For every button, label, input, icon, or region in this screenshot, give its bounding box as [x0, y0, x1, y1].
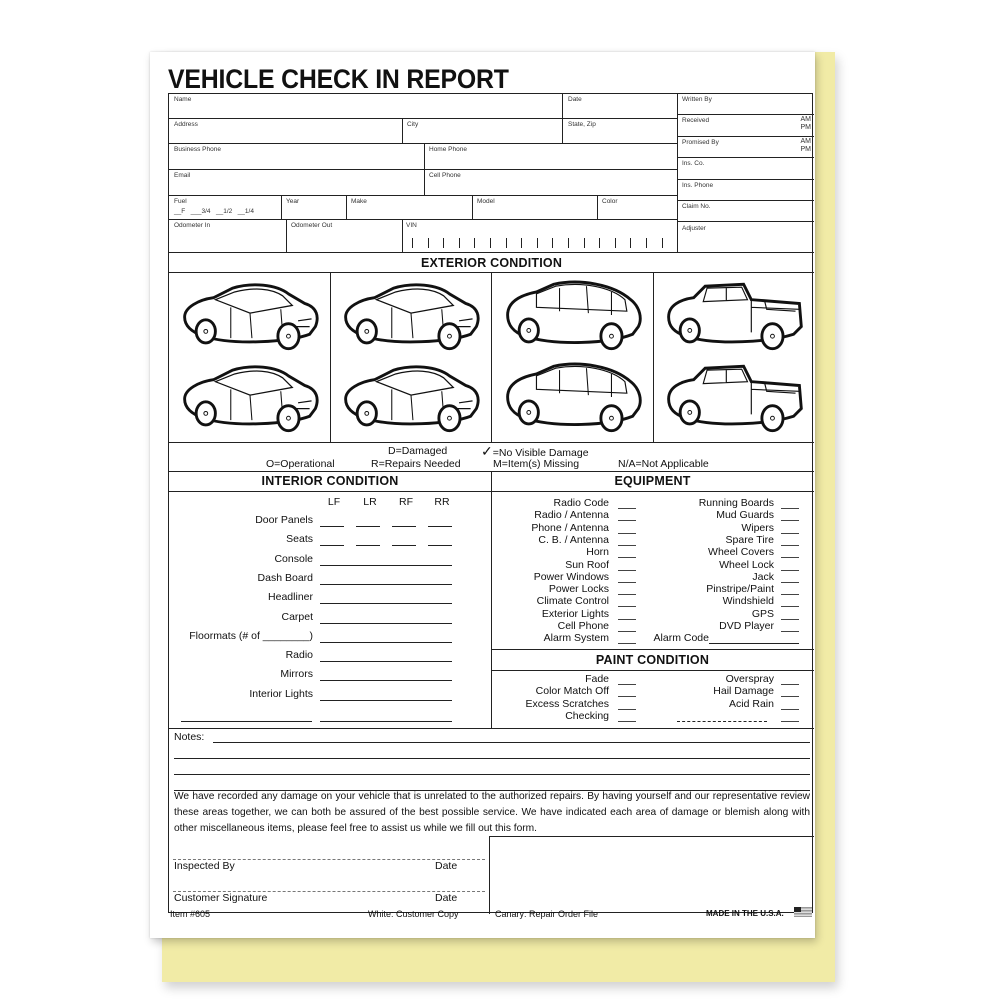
- interior-blank-lr[interactable]: [356, 526, 380, 527]
- car-outline-icon: [175, 359, 325, 437]
- vin-tick: [443, 238, 444, 248]
- ins-phone-label: Ins. Phone: [682, 182, 714, 189]
- equipment-item-label: Horn: [586, 546, 609, 559]
- color-field[interactable]: [599, 204, 675, 218]
- paint-item-label: Hail Damage: [713, 685, 774, 698]
- address-label: Address: [174, 121, 198, 128]
- canary-copy-note: Canary: Repair Order File: [495, 909, 599, 919]
- date-label: Date: [568, 96, 582, 103]
- equipment-item-blank[interactable]: [781, 631, 799, 632]
- paint-heading: PAINT CONDITION: [595, 653, 710, 667]
- interior-row-label: Carpet: [281, 610, 313, 623]
- date-field[interactable]: [565, 103, 675, 117]
- equipment-item-label: Phone / Antenna: [531, 521, 609, 534]
- state-zip-label: State, Zip: [568, 121, 596, 128]
- paint-item-blank[interactable]: [618, 696, 636, 697]
- email-field[interactable]: [171, 179, 422, 194]
- made-in-usa: MADE IN THE U.S.A.: [706, 909, 784, 918]
- paint-item-blank[interactable]: [618, 684, 636, 685]
- equipment-item-blank[interactable]: [618, 533, 636, 534]
- interior-extra-blank[interactable]: [320, 721, 452, 722]
- received-ampm[interactable]: AM PM: [800, 116, 811, 131]
- stamp-box[interactable]: [491, 838, 812, 912]
- paint-custom-label-line[interactable]: [677, 721, 767, 722]
- equipment-item-blank[interactable]: [781, 508, 799, 509]
- vin-tick: [568, 238, 569, 248]
- fuel-f[interactable]: __F: [174, 208, 186, 215]
- fuel-options[interactable]: [174, 208, 254, 215]
- equipment-item-label: Radio / Antenna: [534, 509, 609, 522]
- white-copy-note: White: Customer Copy: [368, 909, 459, 919]
- claim-no-label: Claim No.: [682, 203, 711, 210]
- exterior-heading: EXTERIOR CONDITION: [420, 256, 563, 270]
- interior-blank[interactable]: [320, 584, 452, 585]
- written-by-label: Written By: [682, 96, 712, 103]
- vin-tick: [584, 238, 585, 248]
- interior-row-label: Radio: [285, 649, 313, 662]
- equipment-item-blank[interactable]: [618, 570, 636, 571]
- us-flag-icon: [794, 907, 812, 917]
- equipment-item-blank[interactable]: [618, 619, 636, 620]
- vin-tick: [662, 238, 663, 248]
- equipment-item-blank[interactable]: [618, 643, 636, 644]
- vin-tick: [615, 238, 616, 248]
- paint-item-blank[interactable]: [618, 709, 636, 710]
- equipment-item-label: Spare Tire: [725, 533, 774, 546]
- interior-blank-lf[interactable]: [320, 526, 344, 527]
- received-label: Received: [682, 117, 710, 124]
- interior-blank[interactable]: [320, 680, 452, 681]
- legend-repairs: R=Repairs Needed: [371, 458, 461, 470]
- notes-line-3[interactable]: [174, 774, 810, 775]
- vehicle-diagram-pickup-front[interactable]: [659, 359, 809, 437]
- equipment-item-label: Mud Guards: [716, 509, 774, 522]
- paint-item-blank[interactable]: [781, 696, 799, 697]
- paint-item-label: Checking: [565, 709, 609, 722]
- vehicle-diagram-pickup-rear[interactable]: [659, 277, 809, 355]
- equipment-item-label: Jack: [752, 570, 774, 583]
- interior-blank-rf[interactable]: [392, 545, 416, 546]
- interior-row-label: Interior Lights: [249, 687, 313, 700]
- interior-row-label: Floormats (# of ________): [189, 629, 313, 642]
- interior-row-label: Headliner: [268, 591, 313, 604]
- paint-item-label: Overspray: [725, 673, 774, 685]
- car-outline-icon: [498, 277, 648, 355]
- equipment-item-label: Alarm System: [543, 632, 609, 645]
- check-in-form: [168, 93, 813, 913]
- paint-item-blank[interactable]: [781, 684, 799, 685]
- vehicle-diagram-sedan-rear[interactable]: [336, 277, 486, 355]
- vin-tick: [552, 238, 553, 248]
- interior-blank[interactable]: [320, 623, 452, 624]
- inspected-by-label: Inspected By: [174, 860, 235, 872]
- interior-blank-rr[interactable]: [428, 545, 452, 546]
- car-outline-icon: [659, 277, 809, 355]
- item-number: Item #605: [170, 909, 211, 919]
- paint-item-blank[interactable]: [618, 721, 636, 722]
- vehicle-diagram-sedan-front[interactable]: [336, 359, 486, 437]
- interior-col-rr: RR: [434, 496, 450, 508]
- car-outline-icon: [336, 359, 486, 437]
- fuel-half[interactable]: __1/2: [215, 208, 233, 215]
- notes-label: Notes:: [174, 731, 205, 743]
- vin-tick: [474, 238, 475, 248]
- equipment-item-blank[interactable]: [781, 594, 799, 595]
- vin-tick: [490, 238, 491, 248]
- notes-line-1[interactable]: [213, 742, 810, 743]
- equipment-item-label: C. B. / Antenna: [538, 533, 609, 546]
- equipment-item-blank[interactable]: [618, 631, 636, 632]
- equipment-item-label: Radio Code: [553, 497, 609, 509]
- odometer-in-field[interactable]: [171, 229, 284, 250]
- cell-phone-label: Cell Phone: [429, 172, 461, 179]
- interior-blank[interactable]: [320, 603, 452, 604]
- paint-item-label: Excess Scratches: [525, 697, 609, 710]
- form-title: VEHICLE CHECK IN REPORT: [168, 64, 509, 94]
- interior-blank-lf[interactable]: [320, 545, 344, 546]
- interior-blank-rr[interactable]: [428, 526, 452, 527]
- vehicle-diagram-coupe-rear[interactable]: [175, 277, 325, 355]
- adjuster-label: Adjuster: [682, 225, 706, 232]
- equipment-item-label: Cell Phone: [557, 620, 609, 632]
- car-outline-icon: [498, 359, 648, 437]
- business-phone-field[interactable]: [171, 153, 422, 168]
- equipment-item-label: Wipers: [741, 521, 774, 534]
- alarm-code-label: Alarm Code: [653, 632, 709, 645]
- written-by-field[interactable]: [679, 103, 812, 113]
- equipment-item-blank[interactable]: [618, 508, 636, 509]
- model-label: Model: [477, 198, 495, 205]
- inspected-date-label: Date: [435, 860, 458, 872]
- home-phone-label: Home Phone: [429, 146, 467, 153]
- city-field[interactable]: [404, 128, 560, 142]
- alarm-code-blank[interactable]: [709, 643, 799, 644]
- vin-tick: [412, 238, 413, 248]
- equipment-item-blank[interactable]: [781, 520, 799, 521]
- equipment-item-label: Climate Control: [536, 595, 609, 608]
- interior-col-lf: LF: [327, 496, 341, 508]
- fuel-three-quarter[interactable]: ___3/4: [190, 208, 211, 215]
- equipment-item-label: DVD Player: [719, 620, 774, 632]
- vin-tick: [630, 238, 631, 248]
- equipment-item-blank[interactable]: [781, 533, 799, 534]
- claim-no-field[interactable]: [679, 209, 812, 220]
- vin-tick: [537, 238, 538, 248]
- state-zip-field[interactable]: [565, 128, 675, 142]
- equipment-item-label: Pinstripe/Paint: [706, 583, 774, 596]
- name-label: Name: [174, 96, 192, 103]
- email-label: Email: [174, 172, 191, 179]
- equipment-item-label: GPS: [751, 607, 774, 620]
- paint-custom-blank[interactable]: [781, 721, 799, 722]
- equipment-item-blank[interactable]: [618, 594, 636, 595]
- promised-ampm[interactable]: AM PM: [800, 138, 811, 153]
- equipment-item-label: Power Locks: [548, 583, 609, 596]
- interior-blank[interactable]: [320, 642, 452, 643]
- legend-na: N/A=Not Applicable: [618, 458, 709, 470]
- vehicle-diagram-minivan-rear[interactable]: [498, 277, 648, 355]
- vehicle-diagram-minivan-front[interactable]: [498, 359, 648, 437]
- interior-row-label: Door Panels: [255, 514, 313, 526]
- disclaimer-text: We have recorded any damage on your vehicle that is unrelated to the authorized repairs. By having yourself and our representative review these areas together, we can both be assured of the best possible service. We have indicated each area of damage or blemish along with other miscellaneous items, please feel free to assist us while we fill out this form.: [174, 791, 810, 834]
- customer-signature-label: Customer Signature: [174, 892, 268, 904]
- vin-tick: [506, 238, 507, 248]
- equipment-item-label: Wheel Lock: [719, 558, 774, 571]
- vin-tick: [599, 238, 600, 248]
- car-outline-icon: [175, 277, 325, 355]
- interior-blank[interactable]: [320, 661, 452, 662]
- equipment-item-label: Running Boards: [698, 497, 774, 509]
- equipment-item-blank[interactable]: [618, 545, 636, 546]
- make-field[interactable]: [348, 204, 470, 218]
- address-field[interactable]: [171, 128, 400, 142]
- interior-blank-rf[interactable]: [392, 526, 416, 527]
- equipment-item-blank[interactable]: [781, 619, 799, 620]
- white-copy-sheet: [150, 52, 815, 938]
- equipment-item-label: Sun Roof: [565, 558, 609, 571]
- paint-item-label: Color Match Off: [535, 685, 609, 698]
- odometer-out-field[interactable]: [288, 229, 400, 250]
- equipment-item-blank[interactable]: [781, 570, 799, 571]
- paint-item-blank[interactable]: [781, 709, 799, 710]
- legend-operational: O=Operational: [266, 458, 335, 470]
- equipment-item-label: Windshield: [722, 595, 774, 608]
- legend-no-damage: ✓=No Visible Damage: [481, 443, 589, 459]
- equipment-item-blank[interactable]: [781, 606, 799, 607]
- vehicle-diagram-coupe-front[interactable]: [175, 359, 325, 437]
- interior-row-label: Mirrors: [280, 668, 313, 681]
- business-phone-label: Business Phone: [174, 146, 221, 153]
- vin-tick: [521, 238, 522, 248]
- odometer-out-label: Odometer Out: [291, 222, 333, 229]
- odometer-in-label: Odometer In: [174, 222, 211, 229]
- equipment-item-label: Exterior Lights: [541, 607, 609, 620]
- promised-by-label: Promised By: [682, 139, 719, 146]
- legend-missing: M=Item(s) Missing: [493, 458, 580, 470]
- year-field[interactable]: [283, 204, 344, 218]
- equipment-heading: EQUIPMENT: [614, 474, 691, 488]
- equipment-item-blank[interactable]: [618, 557, 636, 558]
- model-field[interactable]: [474, 204, 595, 218]
- customer-date-label: Date: [435, 892, 458, 904]
- interior-row-label: Seats: [286, 533, 313, 546]
- vin-tick: [646, 238, 647, 248]
- equipment-item-label: Wheel Covers: [708, 546, 774, 559]
- interior-extra-label-line[interactable]: [181, 721, 312, 722]
- vin-tick: [459, 238, 460, 248]
- vin-tick: [428, 238, 429, 248]
- name-field[interactable]: [171, 103, 560, 117]
- checkmark-icon: ✓: [481, 443, 493, 459]
- vin-label: VIN: [406, 222, 417, 229]
- interior-heading: INTERIOR CONDITION: [261, 474, 399, 488]
- interior-row-label: Dash Board: [257, 571, 313, 584]
- city-label: City: [407, 121, 419, 128]
- equipment-item-blank[interactable]: [618, 606, 636, 607]
- ins-co-label: Ins. Co.: [682, 160, 705, 167]
- ins-co-field[interactable]: [679, 166, 812, 178]
- year-label: Year: [286, 198, 300, 205]
- interior-blank[interactable]: [320, 700, 452, 701]
- home-phone-field[interactable]: [426, 153, 675, 168]
- adjuster-field[interactable]: [679, 232, 812, 250]
- car-outline-icon: [336, 277, 486, 355]
- fuel-quarter[interactable]: __1/4: [237, 208, 254, 215]
- equipment-item-label: Power Windows: [533, 570, 609, 583]
- color-label: Color: [602, 198, 618, 205]
- interior-col-lr: LR: [363, 496, 377, 508]
- interior-row-label: Console: [274, 552, 313, 565]
- interior-blank-lr[interactable]: [356, 545, 380, 546]
- equipment-item-blank[interactable]: [781, 545, 799, 546]
- legend-damaged: D=Damaged: [388, 445, 448, 457]
- notes-line-2[interactable]: [174, 758, 810, 759]
- equipment-item-blank[interactable]: [618, 582, 636, 583]
- cell-phone-field[interactable]: [426, 179, 675, 194]
- paint-item-label: Acid Rain: [729, 697, 774, 710]
- interior-col-rf: RF: [399, 496, 413, 508]
- equipment-item-blank[interactable]: [781, 582, 799, 583]
- vin-field[interactable]: [404, 229, 675, 250]
- equipment-item-blank[interactable]: [618, 520, 636, 521]
- paint-item-label: Fade: [585, 673, 609, 685]
- fuel-label: Fuel: [174, 198, 187, 205]
- ins-phone-field[interactable]: [679, 188, 812, 199]
- make-label: Make: [351, 198, 367, 205]
- interior-blank[interactable]: [320, 565, 452, 566]
- equipment-item-blank[interactable]: [781, 557, 799, 558]
- car-outline-icon: [659, 359, 809, 437]
